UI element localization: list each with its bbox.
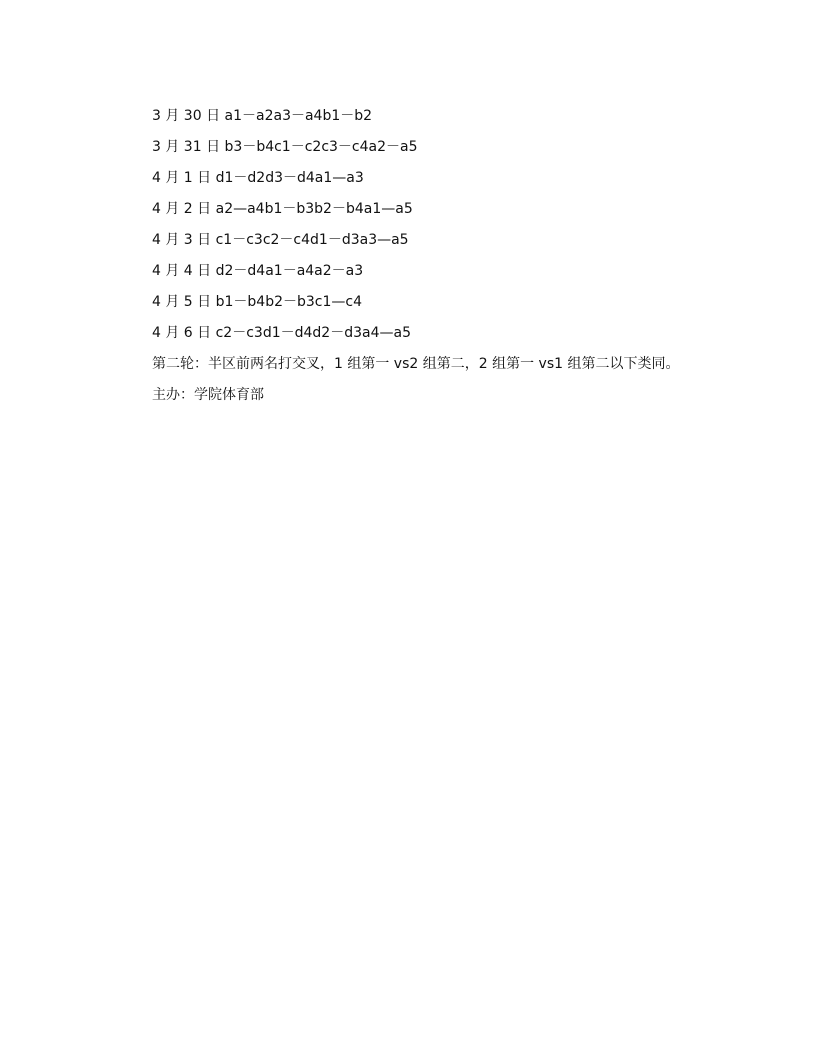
schedule-line-apr-5: 4 月 5 日 b1－b4b2－b3c1—c4 xyxy=(152,294,362,310)
second-round-paragraph: 第二轮：半区前两名打交叉，1 组第一 vs2 组第二，2 组第一 vs1 组第二以下类同。 xyxy=(152,356,680,372)
schedule-line-apr-6: 4 月 6 日 c2－c3d1－d4d2－d3a4—a5 xyxy=(152,325,411,341)
schedule-line-apr-2: 4 月 2 日 a2—a4b1－b3b2－b4a1—a5 xyxy=(152,201,413,217)
schedule-line-apr-3: 4 月 3 日 c1－c3c2－c4d1－d3a3—a5 xyxy=(152,232,409,248)
schedule-line-mar-30: 3 月 30 日 a1－a2a3－a4b1－b2 xyxy=(152,108,373,124)
organizer-line: 主办：学院体育部 xyxy=(152,387,264,403)
schedule-line-apr-4: 4 月 4 日 d2－d4a1－a4a2－a3 xyxy=(152,263,364,279)
schedule-line-mar-31: 3 月 31 日 b3－b4c1－c2c3－c4a2－a5 xyxy=(152,139,418,155)
document-body xyxy=(120,101,700,411)
schedule-line-apr-1: 4 月 1 日 d1－d2d3－d4a1—a3 xyxy=(152,170,364,186)
